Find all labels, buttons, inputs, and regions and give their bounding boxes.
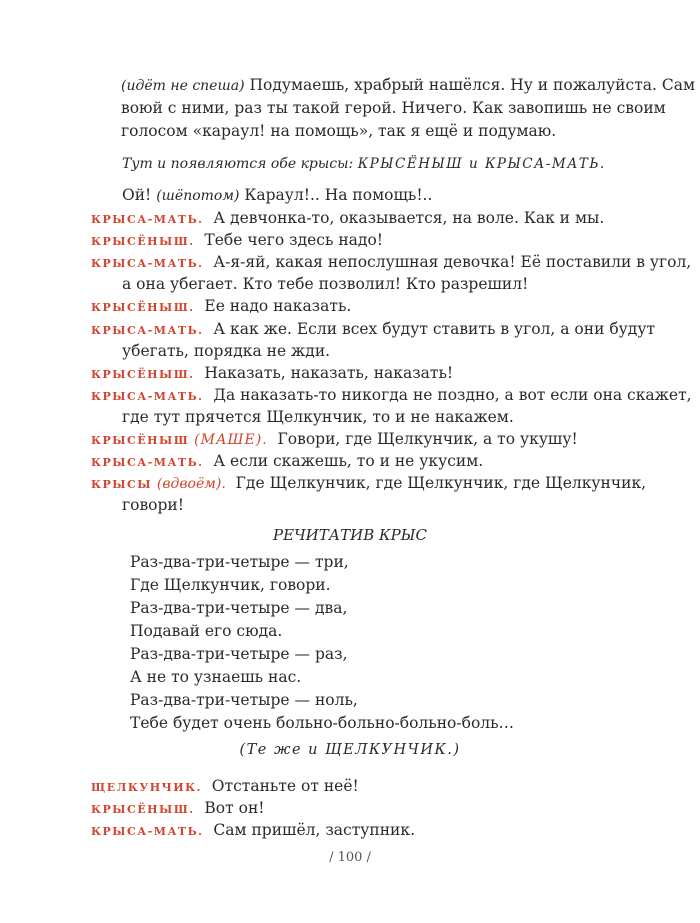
speaker-name: КРЫСА-МАТЬ.	[91, 213, 204, 226]
speaker-name: КРЫСЁНЫШ.	[91, 368, 195, 381]
text-line	[121, 74, 695, 97]
dialogue-line	[91, 472, 646, 496]
dialogue-text: Сам пришёл, заступник.	[213, 821, 416, 839]
verse-line: Раз-два-три-четыре — раз,	[130, 645, 348, 663]
speaker-name: КРЫСЁНЫШ	[91, 434, 190, 447]
speaker-name: КРЫСЫ	[91, 478, 152, 491]
stage-remark: (вдвоём).	[156, 476, 226, 492]
speaker-name: ЩЕЛКУНЧИК.	[91, 781, 202, 794]
stage-remark: (МАШЕ).	[194, 432, 268, 448]
speaker-name: КРЫСА-МАТЬ.	[91, 324, 204, 337]
text-line: говори!	[122, 496, 184, 514]
dialogue-text: Ой!	[122, 186, 157, 204]
dialogue-line	[91, 797, 265, 821]
stage-direction-text: Тут и появляются обе крысы:	[122, 156, 358, 172]
speaker-name: КРЫСА-МАТЬ.	[91, 257, 204, 270]
text-line: голосом «караул! на помощь», так я ещё и подумаю.	[121, 122, 557, 140]
dialogue-line	[91, 229, 383, 253]
dialogue-text: Тебе чего здесь надо!	[204, 231, 384, 249]
recitative-title: РЕЧИТАТИВ КРЫС	[273, 526, 427, 544]
dialogue-line	[91, 384, 692, 408]
dialogue-line	[91, 318, 655, 342]
dialogue-line	[91, 428, 578, 452]
verse-line: Раз-два-три-четыре — ноль,	[130, 691, 358, 709]
speaker-name: КРЫСА-МАТЬ.	[91, 390, 204, 403]
dialogue-line	[91, 251, 691, 275]
dialogue-text: А как же. Если всех будут ставить в угол, а они будут	[213, 320, 656, 338]
verse-line: Раз-два-три-четыре — два,	[130, 599, 348, 617]
text-line: воюй с ними, раз ты такой герой. Ничего. Как завопишь не своим	[121, 99, 666, 117]
dialogue-text: Караул!.. На помощь!..	[239, 186, 433, 204]
dialogue-line	[91, 450, 483, 474]
stage-remark: (шёпотом)	[156, 188, 240, 204]
dialogue-line	[91, 775, 359, 799]
dialogue-text: А девчонка-то, оказывается, на воле. Как и мы.	[213, 209, 605, 227]
speaker-name: КРЫСА-МАТЬ.	[91, 825, 204, 838]
dialogue-text: Подумаешь, храбрый нашёлся. Ну и пожалуйста. Сам	[244, 76, 696, 94]
text-line	[122, 184, 432, 207]
stage-direction: (Те же и ЩЕЛКУНЧИК.)	[239, 742, 461, 758]
verse-line: Тебе будет очень больно-больно-больно-боль…	[130, 714, 515, 732]
dialogue-text: Ее надо наказать.	[204, 297, 352, 315]
speaker-name: КРЫСА-МАТЬ.	[91, 456, 204, 469]
stage-direction	[122, 152, 606, 175]
dialogue-text: А-я-яй, какая непослушная девочка! Её поставили в угол,	[213, 253, 692, 271]
text-line: где тут прячется Щелкунчик, то и не накажем.	[122, 408, 514, 426]
speaker-name: КРЫСЁНЫШ.	[91, 803, 195, 816]
stage-remark: (идёт не спеша)	[121, 78, 245, 94]
verse-line: Где Щелкунчик, говори.	[130, 576, 331, 594]
dialogue-text: А если скажешь, то и не укусим.	[213, 452, 484, 470]
dialogue-text: Отстаньте от неё!	[211, 777, 359, 795]
dialogue-line	[91, 207, 604, 231]
speaker-name: КРЫСЁНЫШ.	[91, 301, 195, 314]
dialogue-text: Вот он!	[204, 799, 265, 817]
stage-direction-names: КРЫСЁНЫШ и КРЫСА-МАТЬ.	[357, 156, 606, 172]
verse-line: А не то узнаешь нас.	[130, 668, 302, 686]
speaker-name: КРЫСЁНЫШ.	[91, 235, 195, 248]
dialogue-line	[91, 295, 351, 319]
text-line: убегать, порядка не жди.	[122, 342, 331, 360]
page-number: / 100 /	[329, 850, 371, 865]
dialogue-text: Наказать, наказать, наказать!	[204, 364, 454, 382]
dialogue-line	[91, 362, 453, 386]
text-line: а она убегает. Кто тебе позволил! Кто разрешил!	[122, 275, 529, 293]
verse-line: Подавай его сюда.	[130, 622, 283, 640]
dialogue-text: Где Щелкунчик, где Щелкунчик, где Щелкунчик,	[235, 474, 647, 492]
dialogue-line	[91, 819, 415, 843]
dialogue-text: Говори, где Щелкунчик, а то укушу!	[277, 430, 578, 448]
dialogue-text: Да наказать-то никогда не поздно, а вот если она скажет,	[213, 386, 692, 404]
verse-line: Раз-два-три-четыре — три,	[130, 553, 349, 571]
